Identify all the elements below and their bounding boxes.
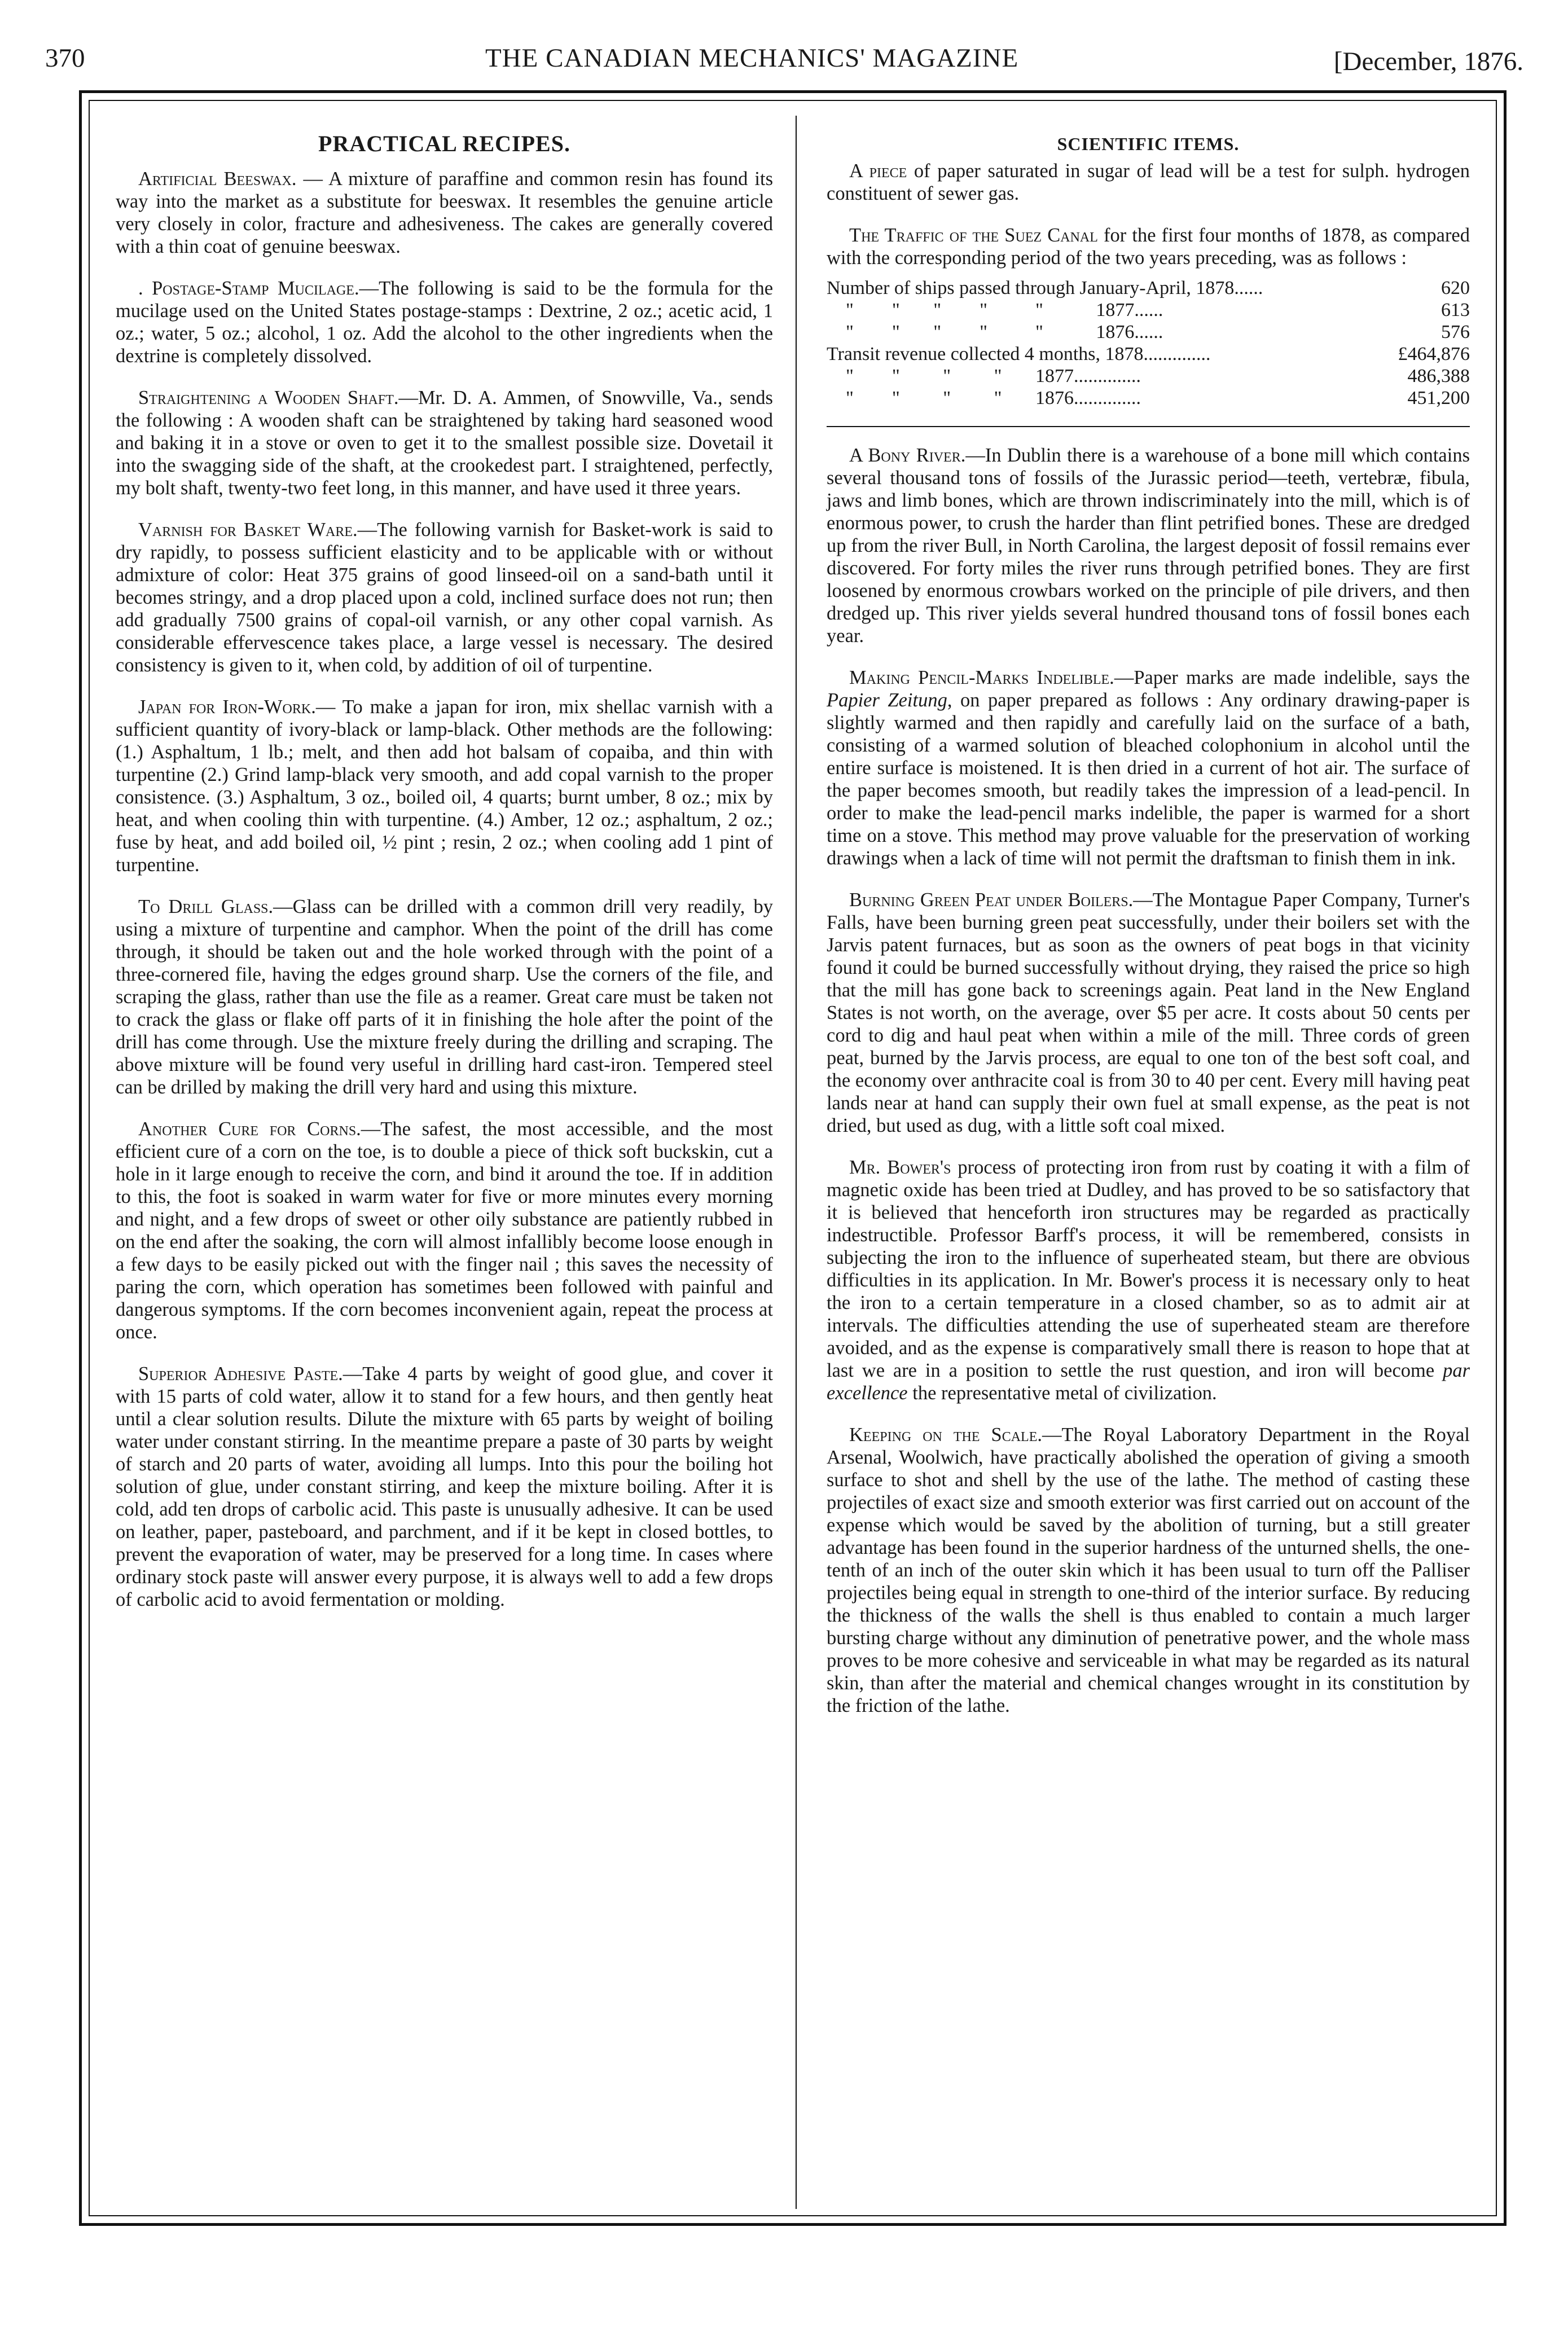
article-heading: Varnish for Basket Ware. bbox=[138, 519, 358, 541]
right-column bbox=[827, 133, 1470, 1736]
article-body: —Take 4 parts by weight of good glue, and cover it with 15 parts of cold water, allow it to stand for a few hours, and then gently heat until a clear solution results. Dilute the mixture with 65 parts by weight of boiling water under constant stirring. In the meantime prepare a paste of 30 parts by weight of starch and 20 parts of water, avoiding all lumps. Into this pour the boiling hot solution of glue, under constant stirring, and keep the mixture boiling. After it is cold, add ten drops of carbolic acid. This paste is unusually adhesive. It can be used on leather, paper, pasteboard, and parchment, and if it be kept in closed bottles, to prevent the evaporation of water, may be preserved for a long time. In cases where ordinary stock paste will answer every purpose, it is always well to add a few drops of carbolic acid to avoid fermentation or molding. bbox=[116, 1363, 773, 1610]
row-label: " " " " 1877.............. bbox=[827, 366, 1141, 386]
article-heading: Artificial Beeswax. bbox=[138, 168, 297, 190]
article-heading: To Drill Glass. bbox=[138, 896, 274, 917]
article-postage-stamp-mucilage bbox=[116, 277, 773, 367]
row-label: " " " " 1876.............. bbox=[827, 388, 1141, 409]
row-label: Number of ships passed through January-April, 1878...... bbox=[827, 278, 1263, 298]
table-row bbox=[827, 365, 1470, 387]
page-header bbox=[45, 39, 1523, 85]
table-row bbox=[827, 387, 1470, 409]
page-number: 370 bbox=[45, 43, 85, 73]
table-row bbox=[827, 299, 1470, 321]
article-body: —The following is said to be the formula for the mucilage used on the United States postage-stamps : Dextrine, 2 oz.; acetic acid, 1 oz.; water, 5 oz.; alcohol, 1 oz. Add the alcohol to the other ingredients when the dextrine is completely dissolved. bbox=[116, 278, 774, 367]
article-heading: Another Cure for Corns. bbox=[138, 1118, 361, 1140]
column-divider bbox=[796, 116, 797, 2209]
section-rule bbox=[827, 426, 1470, 427]
article-heading: Superior Adhesive Paste. bbox=[138, 1363, 343, 1385]
article-body: for the first four months of 1878, as compared with the corresponding period of the two years preceding, was as follows : bbox=[827, 225, 1470, 269]
row-value: 486,388 bbox=[1407, 366, 1470, 386]
article-drill-glass bbox=[116, 895, 773, 1099]
article-japan-iron-work bbox=[116, 696, 773, 876]
article-green-peat bbox=[827, 889, 1470, 1137]
article-heading: A piece bbox=[849, 160, 907, 182]
article-body: —The safest, the most accessible, and the most efficient cure of a corn on the toe, is to double a piece of thick soft buckskin, cut a hole in it large enough to receive the corn, and bind it around the toe. If in addition to this, the foot is soaked in warm water for five or more minutes every morning and night, and a few drops of sweet or other oily substance are patiently rubbed in on the end after the soaking, the corn will almost infallibly become loose enough in a few days to be easily picked out with the finger nail ; this saves the necessity of paring the corn, which operation has sometimes been followed with painful and dangerous symptoms. If the corn becomes inconvenient again, repeat the process at once. bbox=[116, 1118, 774, 1343]
table-row bbox=[827, 343, 1470, 365]
article-heading: . Postage-Stamp Mucilage. bbox=[138, 278, 359, 299]
article-body: — To make a japan for iron, mix shellac varnish with a sufficient quantity of ivory-black or lamp-black. Other methods are the following: (1.) Asphaltum, 1 lb.; melt, and then add hot balsam of copaiba, and thin with turpentine (2.) Grind lamp-black very smooth, and add copal varnish to the proper consistence. (3.) Asphaltum, 3 oz., boiled oil, 4 quarts; burnt umber, 8 oz.; mix by heat, and when cooling thin with turpentine. (4.) Amber, 12 oz.; asphaltum, 2 oz.; fuse by heat, and add boiled oil, ½ pint ; resin, 2 oz.; when cooling add 1 pint of turpentine. bbox=[116, 696, 773, 876]
page-frame bbox=[79, 90, 1506, 2226]
article-pencil-marks bbox=[827, 666, 1470, 869]
table-row bbox=[827, 277, 1470, 299]
magazine-title: THE CANADIAN MECHANICS' MAGAZINE bbox=[485, 43, 1019, 73]
article-heading: Japan for Iron-Work. bbox=[138, 696, 316, 718]
article-heading: Making Pencil-Marks Indelible. bbox=[849, 667, 1114, 688]
article-body: —Paper marks are made indelible, says the bbox=[1114, 667, 1470, 688]
section-title-practical-recipes: PRACTICAL RECIPES. bbox=[318, 131, 570, 156]
article-body: —Mr. D. A. Ammen, of Snowville, Va., sends the following : A wooden shaft can be straightened by taking hard seasoned wood and baking it in a stove or oven to get it to the smallest possible size. Dovetail it into the swagging side of the shaft, at the crookedest part. I straightened, perfectly, my bolt shaft, twenty-two feet long, in this manner, and have used it three years. bbox=[116, 387, 773, 499]
article-straightening-shaft bbox=[116, 386, 773, 499]
row-value: 613 bbox=[1441, 300, 1470, 320]
article-heading: Straightening a Wooden Shaft. bbox=[138, 387, 399, 409]
issue-date: [December, 1876. bbox=[1333, 47, 1523, 76]
suez-traffic-table bbox=[827, 277, 1470, 409]
article-varnish-basket-ware bbox=[116, 519, 773, 677]
article-heading: Mr. Bower's bbox=[849, 1157, 951, 1178]
article-body: —The Montague Paper Company, Turner's Falls, have been burning green peat successfully, under their boilers set with the Jarvis patent furnaces, but as soon as the owners of peat bogs in that vicinity found it could be burned successfully without drying, they raised the price so high that the mill has gone back to screenings again. Peat land in the New England States is not worth, on the average, over $5 per acre. It costs about 50 cents per cord to dig and haul peat when within a mile of the mill. Three cords of green peat, burned by the Jarvis process, are equal to one ton of the best soft coal, and the economy over anthracite coal is from 30 to 40 per cent. Every mill having peat lands near at hand can supply their own fuel at small expense, as the peat is not dried, but used as dug, with a little soft coal mixed. bbox=[827, 889, 1470, 1136]
article-body: of paper saturated in sugar of lead will be a test for sulph. hydrogen constituent of sewer gas. bbox=[827, 160, 1470, 204]
article-heading: The Traffic of the Suez Canal bbox=[849, 225, 1098, 246]
article-heading: A Bony River. bbox=[849, 445, 966, 466]
article-body: —The following varnish for Basket-work is said to dry rapidly, to possess sufficient elasticity and to be applicable with or without admixture of color: Heat 375 grains of good linseed-oil on a sand-bath until it becomes stringy, and a drop placed upon a cold, inclined surface does not run; then add gradually 7500 grains of copal-oil varnish, or any other copal varnish. As considerable effervescence takes place, a large vessel is necessary. The desired consistency is given to it, when cold, by addition of oil of turpentine. bbox=[116, 519, 774, 676]
article-body: —In Dublin there is a warehouse of a bone mill which contains several thousand tons of fossils of the Jurassic period—teeth, vertebræ, fibula, jaws and limb bones, which are thrown indiscriminately into the mill, which is of enormous power, to crush the harder than flint petrified bones. These are dredged up from the river Bull, in North Carolina, the largest deposit of fossil remains ever discovered. For forty miles the river runs through petrified bones. They are first loosened by enormous crowbars worked on the principle of pile drivers, and then dredged up. This river yields several hundred thousand tons of fossil bones each year. bbox=[827, 445, 1470, 647]
article-body: — A mixture of paraffine and common resin has found its way into the market as a substitute for beeswax. It resembles the genuine article very closely in color, fracture and adhesiveness. The cakes are generally covered with a thin coat of genuine beeswax. bbox=[116, 168, 774, 257]
left-column bbox=[116, 133, 773, 1630]
article-body: —The Royal Laboratory Department in the Royal Arsenal, Woolwich, have practically abolished the operation of giving a smooth surface to shot and shell by the use of the lathe. The method of casting these projectiles of exact size and smooth exterior was first carried out on account of the expense which would be saved by the abolition of turning, but a still greater advantage has been found in the superior hardness of the unturned shells, the one-tenth of an inch of the outer skin which it has been usual to turn off the Palliser projectiles being equal in strength to one-third of the interior surface. By reducing the thickness of the walls the shell is thus enabled to contain a much larger bursting charge without any diminution of penetrative power, and the whole mass proves to be more cohesive and serviceable in what may be regarded as its natural skin, than after the material and chemical changes wrought in its constitution by the friction of the lathe. bbox=[827, 1424, 1470, 1716]
article-cure-for-corns bbox=[116, 1118, 773, 1343]
article-heading: Burning Green Peat under Boilers. bbox=[849, 889, 1134, 911]
article-keeping-on-scale bbox=[827, 1424, 1470, 1717]
row-value: 451,200 bbox=[1407, 388, 1470, 409]
article-italic: par excellence bbox=[827, 1360, 1470, 1404]
row-label: " " " " " 1876...... bbox=[827, 322, 1163, 342]
section-title-scientific-items: SCIENTIFIC ITEMS. bbox=[1057, 134, 1240, 154]
row-label: " " " " " 1877...... bbox=[827, 300, 1163, 320]
article-heading: Keeping on the Scale. bbox=[849, 1424, 1042, 1446]
row-value: £464,876 bbox=[1398, 344, 1470, 364]
article-body: , on paper prepared as follows : Any ordinary drawing-paper is slightly warmed and then rapidly and carefully laid on the surface of a bath, consisting of a warmed solution of bleached colophonium in alcohol until the entire surface is moistened. It is then dried in a current of hot air. The surface of the paper becomes smooth, but readily takes the impression of a lead-pencil. In order to make the lead-pencil marks indelible, the paper is warmed for a short time on a stove. This method may prove valuable for the preservation of working drawings when a lack of time will not permit the draftsman to finish them in ink. bbox=[827, 689, 1470, 869]
row-value: 620 bbox=[1441, 278, 1470, 298]
article-body: process of protecting iron from rust by coating it with a film of magnetic oxide has been tried at Dudley, and has proved to be so satisfactory that it is believed that henceforth iron structures may be regarded as practically indestructible. Professor Barff's process, it will be remembered, consists in subjecting the iron to the influence of superheated steam, but there are obvious difficulties in its application. In Mr. Bower's process it is necessary only to heat the iron to a certain temperature in a closed chamber, so as to admit air at intervals. The difficulties attending the use of superheated steam are therefore avoided, and as the expense is comparatively small there is reason to hope that at last we are in a position to settle the rust question, and iron will become bbox=[827, 1157, 1470, 1381]
article-body: —Glass can be drilled with a common drill very readily, by using a mixture of turpentine and camphor. When the point of the drill has come through, it should be taken out and the hole worked through with the point of a three-cornered file, having the edges ground sharp. Use the corners of the file, and scraping the glass, rather than use the file as a reamer. Great care must be taken not to crack the glass or flake off parts of it in finishing the hole after the point of the drill has come through. Use the mixture freely during the drilling and scraping. The above mixture will be found very useful in drilling hard cast-iron. Tempered steel can be drilled by making the drill very hard and using this mixture. bbox=[116, 896, 773, 1098]
article-artificial-beeswax bbox=[116, 168, 773, 258]
article-bony-river bbox=[827, 444, 1470, 647]
article-sugar-of-lead bbox=[827, 160, 1470, 205]
article-italic: Papier Zeitung bbox=[827, 689, 947, 711]
article-adhesive-paste bbox=[116, 1363, 773, 1611]
row-label: Transit revenue collected 4 months, 1878.............. bbox=[827, 344, 1211, 364]
article-body: the representative metal of civilization. bbox=[907, 1382, 1217, 1404]
article-suez-canal bbox=[827, 224, 1470, 269]
row-value: 576 bbox=[1441, 322, 1470, 342]
article-bowers-process bbox=[827, 1156, 1470, 1404]
table-row bbox=[827, 321, 1470, 343]
